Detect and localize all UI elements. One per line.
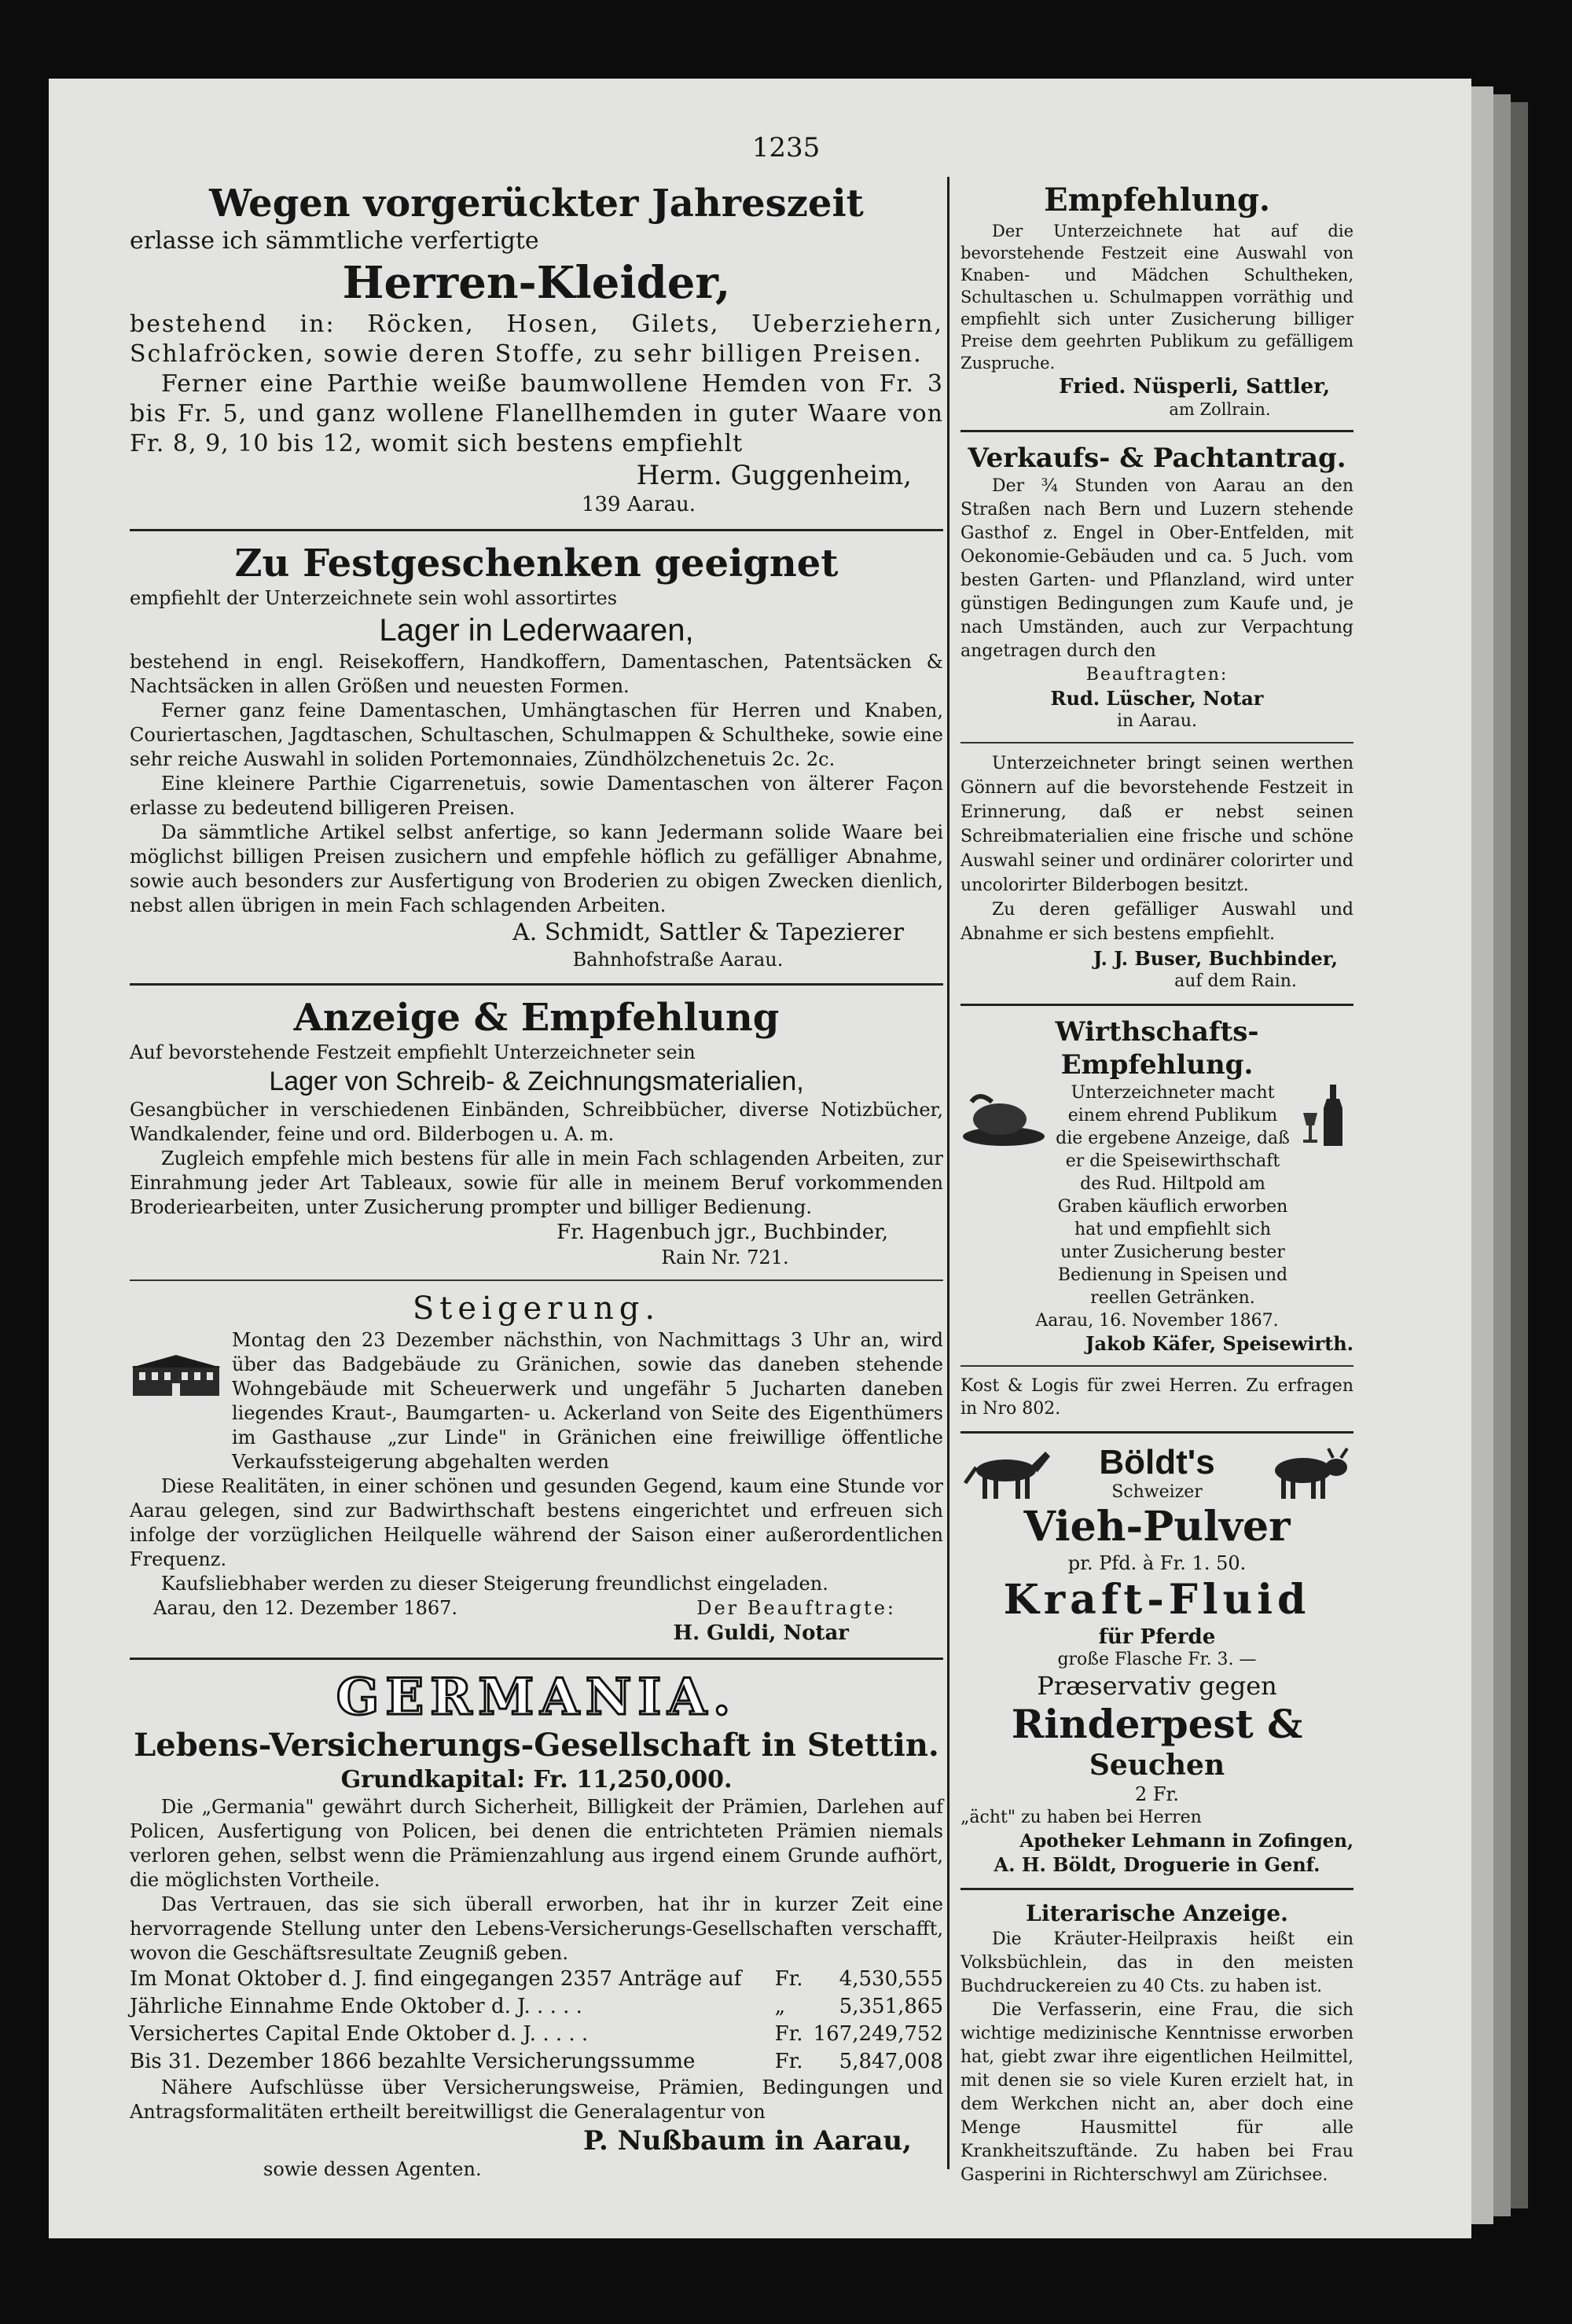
divider	[130, 1279, 943, 1281]
ad-signer: Herm. Guggenheim,	[636, 460, 912, 491]
wine-bottle-icon	[1298, 1081, 1353, 1149]
germania-stats-table	[130, 1966, 943, 2076]
ad-title: Verkaufs- & Pachtantrag.	[968, 442, 1346, 474]
ad-price: 2 Fr.	[1134, 1783, 1179, 1805]
ad-lederwaaren	[130, 541, 943, 972]
ad-text: Unterzeichneter macht einem ehrend Publikum die ergebene Anzeige, daß er die Speisewirthschaft des Rud. Hiltpold am Graben käuflich erworben hat und empfiehlt sich unter Zusicherung bester Bedienung in Speisen und reellen Getränken.	[1056, 1083, 1290, 1308]
ad-buser	[960, 751, 1353, 993]
stat-label: Jährliche Einnahme Ende Oktober d. J. . . . .	[130, 1995, 582, 2018]
table-row	[130, 1966, 943, 1993]
divider	[960, 1004, 1353, 1006]
divider	[960, 1888, 1353, 1890]
ad-text: Nähere Aufschlüsse über Versicherungsweise, Prämien, Bedingungen und Antragsformalitäten ertheilt bereitwilligst die Generalagentur von	[130, 2076, 943, 2123]
ad-herren-kleider	[130, 181, 943, 518]
divider	[960, 1431, 1353, 1434]
ad-text: Gesangbücher in verschiedenen Einbänden, Schreibbücher, diverse Notizbücher, Wandkalender, feine und ord. Bilderbogen u. A. m.	[130, 1099, 943, 1145]
divider	[130, 1658, 943, 1660]
ad-title: Literarische Anzeige.	[1026, 1900, 1288, 1926]
ad-signer-label: Beauftragten:	[1085, 665, 1229, 685]
table-row	[130, 2048, 943, 2076]
divider	[960, 1365, 1353, 1367]
ad-product: Rinderpest &	[1011, 1701, 1303, 1747]
ad-sub: Schweizer	[1111, 1482, 1203, 1502]
stat-label: Im Monat Oktober d. J. find eingegangen 2357 Anträge auf	[130, 1967, 742, 1991]
stat-amount: 5,847,008	[839, 2050, 943, 2073]
ad-empfehlung	[960, 181, 1353, 419]
ad-headline: Lager von Schreib- & Zeichnungsmaterialien,	[269, 1067, 804, 1096]
ad-text: Diese Realitäten, in einer schönen und gesunden Gegend, kaum eine Stunde vor Aarau gelegen, sind zur Badwirthschaft bestens eingerichtet und erfreuen sich infolge der vorzüglichen Heilquelle während der Saison einer außerordentlichen Frequenz.	[130, 1475, 943, 1570]
ad-text: empfiehlt der Unterzeichnete sein wohl assortirtes	[130, 587, 618, 609]
ad-title: Wirthschafts-Empfehlung.	[1055, 1016, 1259, 1081]
table-row	[130, 1993, 943, 2021]
ad-for: für Pferde	[1098, 1625, 1216, 1649]
ad-headline: Herren-Kleider,	[342, 257, 731, 309]
ad-signer-sub: in Aarau.	[1117, 711, 1197, 731]
stat-amount: 5,351,865	[839, 1995, 943, 2018]
ad-steigerung	[130, 1289, 943, 1647]
ad-seller: Apotheker Lehmann in Zofingen,	[1019, 1830, 1353, 1852]
ad-germania	[130, 1669, 943, 2182]
ad-seller: A. H. Böldt, Droguerie in Genf.	[994, 1853, 1320, 1876]
ad-subtitle: Lebens-Versicherungs-Gesellschaft in Stettin.	[134, 1727, 939, 1764]
ad-title: Steigerung.	[412, 1290, 661, 1327]
ad-text: bestehend in: Röcken, Hosen, Gilets, Ueberziehern, Schlafröcken, sowie deren Stoffe, zu sehr billigen Preisen.	[130, 310, 943, 368]
ad-capital: Grundkapital: Fr. 11,250,000.	[340, 1766, 733, 1793]
left-column	[130, 181, 943, 2182]
ad-text: Zugleich empfehle mich bestens für alle in mein Fach schlagenden Arbeiten, zur Einrahmung jeder Art Tableaux, sowie für alle in meinem Beruf vorkommenden Broderiearbeiten, unter Zusicherung prompter und billiger Bedienung.	[130, 1147, 943, 1218]
ad-price: pr. Pfd. à Fr. 1. 50.	[1067, 1552, 1247, 1574]
ad-text: Da sämmtliche Artikel selbst anfertige, so kann Jedermann solide Waare bei möglichst billigen Preisen zusichern und empfehle höflich zu gefälliger Abnahme, sowie auch besonders zur Ausfertigung von Broderien zu obigen Zwecken dienlich, nebst allen übrigen in mein Fach schlagenden Arbeiten.	[130, 821, 943, 916]
ad-text: Der ¾ Stunden von Aarau an den Straßen nach Bern und Luzern stehende Gasthof z. Engel in Ober-Entfelden, mit Oekonomie-Gebäuden und ca. 5 Juch. vom besten Garten- und Pflanzland, wird unter günstigen Bedingungen zum Kaufe und, je nach Umständen, auch zur Verpachtung angetragen durch den	[960, 476, 1353, 661]
ad-prevent: Præservativ gegen	[1037, 1671, 1277, 1701]
ad-text: Die „Germania" gewährt durch Sicherheit, Billigkeit der Prämien, Darlehen auf Policen, Ausfertigung von Policen, bei denen die entrichteten Prämien niemals verloren gehen, selbst wenn die Prämienzahlung aus irgend einem Grunde aufhört, die möglichsten Vortheile.	[130, 1796, 943, 1891]
ad-text: Das Vertrauen, das sie sich überall erworben, hat ihr in kurzer Zeit eine hervorragende Stellung unter den Lebens-Versicherungs-Gesellschaften verschafft, wovon die Geschäftsresultate Zeugniß geben.	[130, 1893, 943, 1964]
ad-title: Anzeige & Empfehlung	[293, 996, 780, 1040]
ad-signer-sub: auf dem Rain.	[1174, 971, 1297, 991]
ad-signer-label: Der Beauftragte:	[696, 1597, 896, 1619]
ad-product: Vieh-Pulver	[1023, 1503, 1291, 1551]
stat-currency: „	[774, 1995, 786, 2018]
stat-label: Versichertes Capital Ende Oktober d. J. . . . .	[130, 2022, 589, 2046]
building-icon	[130, 1352, 222, 1399]
ad-text: Kaufsliebhaber werden zu dieser Steigerung freundlichst eingeladen.	[161, 1573, 828, 1595]
ad-boeldt	[960, 1443, 1353, 1877]
ad-text: Eine kleinere Parthie Cigarrenetuis, sowie Damentaschen von älterer Façon erlasse zu bedeutend billigeren Preisen.	[130, 773, 943, 819]
ad-signer: Fr. Hagenbuch jgr., Buchbinder,	[556, 1221, 888, 1244]
divider	[960, 742, 1353, 743]
ad-signer-sub: am Zollrain.	[1169, 400, 1271, 419]
ad-kost-logis	[960, 1375, 1353, 1420]
stat-amount: 4,530,555	[839, 1967, 943, 1991]
ox-icon	[1261, 1444, 1353, 1502]
ad-signer-sub: Rain Nr. 721.	[661, 1246, 789, 1268]
ad-wirthschaft	[960, 1015, 1353, 1356]
roast-dish-icon	[960, 1086, 1047, 1149]
ad-text: Auf bevorstehende Festzeit empfiehlt Unterzeichneter sein	[130, 1041, 696, 1063]
ad-signer: P. Nußbaum in Aarau,	[583, 2125, 912, 2157]
ad-text: „ächt" zu haben bei Herren	[960, 1808, 1202, 1827]
table-row	[130, 2021, 943, 2048]
ad-text: Ferner ganz feine Damentaschen, Umhängtaschen für Herren und Knaben, Couriertaschen, Jagdtaschen, Schultaschen, Schulmappen & Schultheke, sowie eine sehr reiche Auswahl in soliden Portemonnaies, Zündhölzchenetuis 2c. 2c.	[130, 699, 943, 770]
ad-signer-sub: Bahnhofstraße Aarau.	[572, 949, 784, 971]
ad-text: Zu deren gefälliger Auswahl und Abnahme er sich bestens empfiehlt.	[960, 900, 1353, 944]
ad-signer-sub: sowie dessen Agenten.	[263, 2158, 482, 2180]
ad-text: Die Kräuter-Heilpraxis heißt ein Volksbüchlein, das in den meisten Buchdruckereien zu 40 Cts. zu haben ist.	[960, 1929, 1353, 1996]
ad-signer: Fried. Nüsperli, Sattler,	[1059, 375, 1330, 398]
ad-text: Montag den 23 Dezember nächsthin, von Nachmittags 3 Uhr an, wird über das Badgebäude zu Gränichen, sowie das daneben stehende Wohngebäude mit Scheuerwerk und ungefähr 5 Jucharten daneben liegendes Kraut-, Baumgarten- u. Ackerland von Seite des Eigenthümers im Gasthause „zur Linde" in Gränichen eine freiwillige öffentliche Verkaufssteigerung abgehalten werden	[232, 1329, 943, 1473]
divider	[130, 983, 943, 986]
boeldt-header	[960, 1443, 1353, 1503]
ad-date: Aarau, den 12. Dezember 1867.	[153, 1597, 458, 1619]
ad-signer: H. Guldi, Notar	[673, 1621, 849, 1645]
page-number: 1235	[751, 132, 821, 163]
ad-text: Ferner eine Parthie weiße baumwollene Hemden von Fr. 3 bis Fr. 5, und ganz wollene Flanellhemden in guter Waare von Fr. 8, 9, 10 bis 12, womit sich bestens empfiehlt	[130, 370, 943, 457]
ad-text: Unterzeichneter bringt seinen werthen Gönnern auf die bevorstehende Festzeit in Erinnerung, daß er nebst seinen Schreibmaterialien eine frische und schöne Auswahl seiner und ordinärer colorirter und uncolorirter Bilderbogen besitzt.	[960, 754, 1353, 895]
ad-title: Empfehlung.	[1044, 182, 1270, 218]
divider	[960, 430, 1353, 432]
ad-signer: J. J. Buser, Buchbinder,	[1093, 947, 1338, 970]
stat-currency: Fr.	[774, 2022, 803, 2046]
ad-text: Der Unterzeichnete hat auf die bevorstehende Festzeit eine Auswahl von Knaben- und Mädchen Schultheken, Schultaschen u. Schulmappen vorräthig und empfiehlt sich unter Zusicherung billiger Preise dem geehrten Publikum zu gefälligem Zuspruche.	[960, 222, 1353, 373]
horse-icon	[960, 1444, 1053, 1502]
ad-signer: Rud. Lüscher, Notar	[1050, 687, 1264, 710]
steigerung-footer	[130, 1596, 943, 1621]
stat-amount: 167,249,752	[813, 2022, 943, 2046]
ad-name: Böldt's	[1099, 1443, 1215, 1481]
divider	[130, 529, 943, 531]
ad-title: Zu Festgeschenken geeignet	[234, 542, 839, 586]
right-column	[960, 181, 1353, 2187]
stat-currency: Fr.	[774, 1967, 803, 1991]
ad-text: Kost & Logis für zwei Herren. Zu erfragen in Nro 802.	[960, 1376, 1353, 1419]
ad-price: große Flasche Fr. 3. —	[1057, 1650, 1257, 1669]
ad-schreibmaterialien	[130, 995, 943, 1270]
ad-text: erlasse ich sämmtliche verfertigte	[130, 227, 539, 255]
column-divider	[947, 177, 949, 2169]
wirthschaft-intro	[960, 1081, 1353, 1309]
ad-text: Die Verfasserin, eine Frau, die sich wichtige medizinische Kenntnisse erworben hat, giebt zwar ihre eigentlichen Heilmittel, mit denen sie so viele Kuren erzielt hat, in dem Werkchen nicht an, aber doch eine Menge Hausmittel für alle Krankheitszuftände. Zu haben bei Frau Gasperini in Richterschwyl am Zürichsee.	[960, 2000, 1353, 2185]
page-edge	[1471, 86, 1493, 2224]
page-edge	[1493, 94, 1511, 2216]
ad-verkaufsantrag	[960, 442, 1353, 732]
steigerung-intro	[130, 1328, 943, 1474]
ad-date: Aarau, 16. November 1867.	[1035, 1311, 1279, 1331]
ad-text: bestehend in engl. Reisekoffern, Handkoffern, Damentaschen, Patentsäcken & Nachtsäcken in allen Größen und neuesten Formen.	[130, 651, 943, 697]
boeldt-name-block	[1099, 1443, 1214, 1503]
ad-product: Kraft-Fluid	[1003, 1576, 1311, 1624]
ad-signer: Jakob Käfer, Speisewirth.	[1085, 1332, 1353, 1355]
ad-product: Seuchen	[1089, 1749, 1225, 1782]
ad-literarisch	[960, 1900, 1353, 2187]
stat-currency: Fr.	[774, 2050, 803, 2073]
ad-signer-sub: 139 Aarau.	[581, 493, 696, 516]
ad-signer: A. Schmidt, Sattler & Tapezierer	[512, 919, 904, 946]
stat-label: Bis 31. Dezember 1866 bezahlte Versicherungssumme	[130, 2050, 696, 2073]
ad-headline: Lager in Lederwaaren,	[379, 613, 694, 648]
page-edge	[1511, 102, 1528, 2208]
ad-title: Wegen vorgerückter Jahreszeit	[209, 182, 864, 226]
ad-title: GERMANIA.	[336, 1668, 737, 1727]
